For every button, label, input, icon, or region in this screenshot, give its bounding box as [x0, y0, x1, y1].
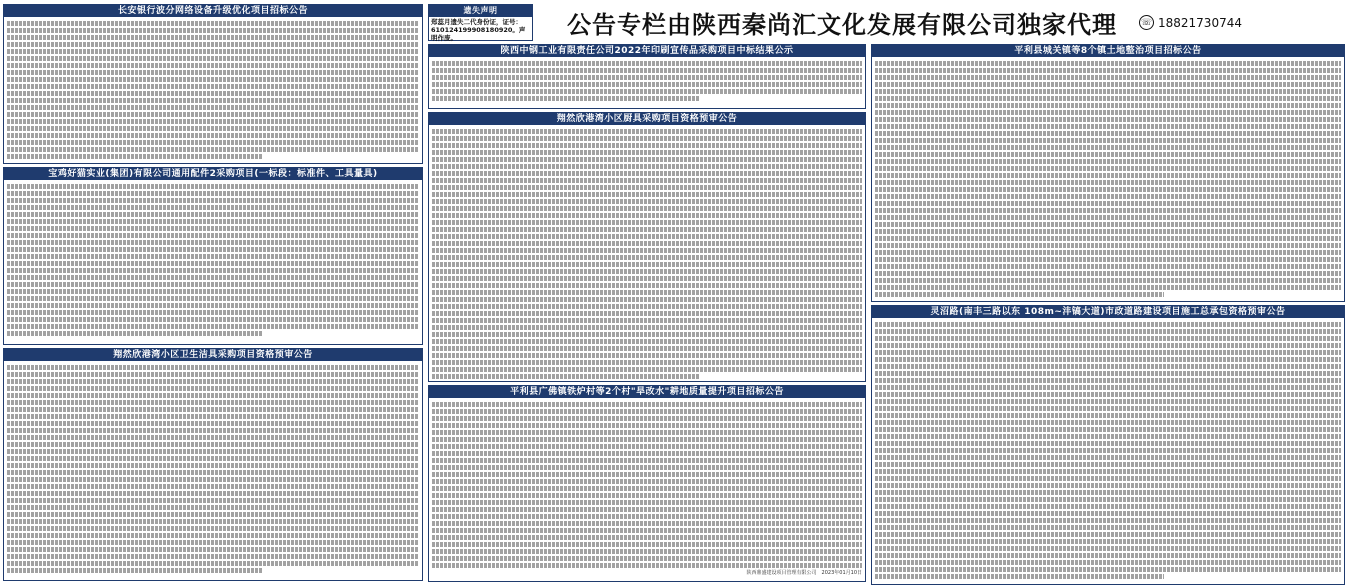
fine-print-line	[432, 185, 862, 190]
fine-print-line	[432, 262, 862, 267]
fine-print-line	[875, 110, 1341, 115]
fine-print-line	[875, 264, 1341, 269]
notice-body	[4, 17, 422, 163]
fine-print-line	[432, 318, 862, 323]
middle-column	[428, 44, 866, 585]
fine-print-line	[875, 271, 1341, 276]
fine-print-line	[432, 472, 862, 477]
fine-print-line	[7, 275, 419, 280]
notice-land-remediation	[871, 44, 1345, 302]
fine-print-line	[432, 89, 862, 94]
fine-print-line	[432, 297, 862, 302]
fine-print-line	[7, 533, 419, 538]
notice-title: 平利县城关镇等8个镇土地整治项目招标公告	[872, 45, 1344, 57]
fine-print-line	[432, 451, 862, 456]
fine-print-line	[432, 346, 862, 351]
agency-banner	[537, 4, 1345, 41]
fine-print-line	[875, 490, 1341, 495]
fine-print-line	[875, 243, 1341, 248]
notice-title: 陕西中钢工业有限责任公司2022年印刷宣传品采购项目中标结果公示	[429, 45, 865, 57]
fine-print-line	[432, 206, 862, 211]
fine-print-line	[7, 91, 419, 96]
fine-print-line	[875, 89, 1341, 94]
fine-print-line	[432, 416, 862, 421]
notice-baoji-parts	[3, 167, 423, 345]
fine-print-line	[7, 205, 419, 210]
fine-print-line	[432, 269, 862, 274]
fine-print-line	[7, 463, 419, 468]
fine-print-line	[432, 276, 862, 281]
fine-print-line	[875, 385, 1341, 390]
fine-print-line	[7, 219, 419, 224]
fine-print-line	[875, 343, 1341, 348]
notice-title: 宝鸡好猫实业(集团)有限公司通用配件2采购项目(一标段：标准件、工具量具)	[4, 168, 422, 180]
fine-print-line	[432, 248, 862, 253]
fine-print-line	[7, 540, 419, 545]
fine-print-line	[875, 371, 1341, 376]
fine-print-line	[875, 378, 1341, 383]
fine-print-line	[875, 350, 1341, 355]
fine-print-line	[7, 147, 419, 152]
lost-notice-text: 郑蕊月遗失二代身份证，证号：610124199908180920。声明作废。	[431, 18, 526, 42]
fine-print-line	[432, 353, 862, 358]
fine-print-line	[875, 476, 1341, 481]
fine-print-line	[432, 220, 862, 225]
fine-print-line	[7, 296, 419, 301]
fine-print-line	[7, 56, 419, 61]
fine-print-line	[875, 532, 1341, 537]
banner-phone	[1139, 15, 1242, 30]
fine-print-line	[432, 479, 862, 484]
right-column	[871, 44, 1345, 588]
notice-bank-network	[3, 4, 423, 164]
fine-print-line	[875, 180, 1341, 185]
fine-print-line	[432, 150, 862, 155]
notice-body	[429, 398, 865, 568]
fine-print-line	[875, 159, 1341, 164]
fine-print-line	[875, 187, 1341, 192]
fine-print-line	[432, 563, 862, 568]
fine-print-line	[875, 103, 1341, 108]
fine-print-line	[7, 77, 419, 82]
fine-print-line	[875, 567, 1341, 572]
notice-body	[872, 318, 1344, 583]
fine-print-line	[875, 166, 1341, 171]
fine-print-line	[7, 191, 419, 196]
fine-print-line	[432, 535, 862, 540]
phone-number: 18821730744	[1158, 15, 1242, 30]
fine-print-line	[432, 423, 862, 428]
fine-print-line	[875, 539, 1341, 544]
fine-print-line	[7, 414, 419, 419]
fine-print-line	[7, 491, 419, 496]
fine-print-line	[7, 233, 419, 238]
fine-print-line	[432, 549, 862, 554]
fine-print-line	[875, 553, 1341, 558]
fine-print-line	[875, 82, 1341, 87]
fine-print-line	[432, 311, 862, 316]
fine-print-line	[7, 310, 419, 315]
fine-print-line	[432, 430, 862, 435]
fine-print-line	[7, 184, 419, 189]
fine-print-line	[875, 278, 1341, 283]
fine-print-line	[432, 402, 862, 407]
fine-print-line	[7, 112, 419, 117]
fine-print-line	[7, 449, 419, 454]
fine-print-line	[432, 164, 862, 169]
fine-print-line	[875, 96, 1341, 101]
fine-print-line	[7, 226, 419, 231]
fine-print-line	[432, 157, 862, 162]
phone-icon: ☏	[1139, 15, 1154, 30]
fine-print-line	[432, 136, 862, 141]
fine-print-line	[432, 542, 862, 547]
fine-print-line	[875, 152, 1341, 157]
fine-print-line	[875, 413, 1341, 418]
fine-print-line	[7, 282, 419, 287]
fine-print-line	[432, 143, 862, 148]
fine-print-line	[432, 465, 862, 470]
fine-print-line	[875, 257, 1341, 262]
fine-print-line	[432, 213, 862, 218]
fine-print-line	[7, 379, 419, 384]
fine-print-line	[432, 75, 862, 80]
fine-print-line	[7, 98, 419, 103]
fine-print-line	[875, 138, 1341, 143]
fine-print-line	[875, 329, 1341, 334]
fine-print-line	[7, 331, 262, 336]
fine-print-line	[7, 505, 419, 510]
fine-print-line	[875, 448, 1341, 453]
notice-kitchenware	[428, 112, 866, 382]
fine-print-line	[875, 229, 1341, 234]
fine-print-line	[875, 441, 1341, 446]
fine-print-line	[7, 407, 419, 412]
fine-print-line	[875, 364, 1341, 369]
notice-title: 翔然欣港湾小区厨具采购项目资格预审公告	[429, 113, 865, 125]
fine-print-line	[875, 399, 1341, 404]
fine-print-line	[7, 35, 419, 40]
fine-print-line	[875, 504, 1341, 509]
fine-print-line	[875, 131, 1341, 136]
fine-print-line	[432, 61, 862, 66]
fine-print-line	[875, 518, 1341, 523]
fine-print-line	[875, 75, 1341, 80]
fine-print-line	[7, 63, 419, 68]
fine-print-line	[432, 68, 862, 73]
fine-print-line	[875, 173, 1341, 178]
fine-print-line	[432, 325, 862, 330]
fine-print-line	[7, 289, 419, 294]
fine-print-line	[875, 469, 1341, 474]
fine-print-line	[432, 96, 699, 101]
fine-print-line	[7, 240, 419, 245]
fine-print-line	[7, 21, 419, 26]
fine-print-line	[875, 483, 1341, 488]
fine-print-line	[7, 254, 419, 259]
fine-print-line	[875, 434, 1341, 439]
notice-footer: 陕西鼎盛建设项目管理有限公司 2023年01月10日	[746, 570, 862, 576]
fine-print-line	[432, 409, 862, 414]
fine-print-line	[432, 241, 862, 246]
fine-print-line	[432, 199, 862, 204]
fine-print-line	[7, 247, 419, 252]
fine-print-line	[875, 560, 1341, 565]
fine-print-line	[7, 512, 419, 517]
fine-print-line	[875, 462, 1341, 467]
fine-print-line	[7, 70, 419, 75]
fine-print-line	[875, 525, 1341, 530]
left-column	[3, 4, 423, 584]
fine-print-line	[432, 528, 862, 533]
fine-print-line	[7, 547, 419, 552]
fine-print-line	[875, 322, 1341, 327]
fine-print-line	[7, 554, 419, 559]
fine-print-line	[875, 511, 1341, 516]
fine-print-line	[875, 215, 1341, 220]
fine-print-line	[432, 437, 862, 442]
fine-print-line	[7, 105, 419, 110]
fine-print-line	[432, 171, 862, 176]
fine-print-line	[7, 400, 419, 405]
fine-print-line	[432, 458, 862, 463]
notice-body	[429, 125, 865, 382]
lost-notice-title: 遗失声明	[429, 5, 532, 17]
fine-print-line	[432, 290, 862, 295]
fine-print-line	[432, 192, 862, 197]
fine-print-line	[7, 568, 262, 573]
fine-print-line	[875, 574, 1164, 579]
fine-print-line	[875, 427, 1341, 432]
fine-print-line	[432, 82, 862, 87]
fine-print-line	[7, 428, 419, 433]
fine-print-line	[7, 268, 419, 273]
fine-print-line	[432, 556, 862, 561]
banner-title: 公告专栏由陕西秦尚汇文化发展有限公司独家代理	[567, 10, 1117, 39]
notice-sanitary-ware	[3, 348, 423, 581]
fine-print-line	[875, 250, 1341, 255]
notice-body	[4, 361, 422, 577]
fine-print-line	[7, 393, 419, 398]
fine-print-line	[7, 477, 419, 482]
notice-body	[872, 57, 1344, 301]
notice-body	[4, 180, 422, 340]
fine-print-line	[7, 84, 419, 89]
fine-print-line	[432, 367, 862, 372]
fine-print-line	[875, 546, 1341, 551]
fine-print-line	[875, 124, 1341, 129]
fine-print-line	[875, 455, 1341, 460]
fine-print-line	[7, 365, 419, 370]
fine-print-line	[875, 222, 1341, 227]
fine-print-line	[875, 68, 1341, 73]
fine-print-line	[432, 227, 862, 232]
fine-print-line	[7, 435, 419, 440]
fine-print-line	[432, 234, 862, 239]
fine-print-line	[432, 514, 862, 519]
fine-print-line	[875, 236, 1341, 241]
fine-print-line	[7, 421, 419, 426]
fine-print-line	[7, 526, 419, 531]
fine-print-line	[432, 304, 862, 309]
fine-print-line	[7, 119, 419, 124]
fine-print-line	[875, 497, 1341, 502]
notice-title: 灵沼路(南丰三路以东 108m~沣镐大道)市政道路建设项目施工总承包资格预审公告	[872, 306, 1344, 318]
fine-print-line	[875, 420, 1341, 425]
fine-print-line	[875, 145, 1341, 150]
notice-title: 翔然欣港湾小区卫生洁具采购项目资格预审公告	[4, 349, 422, 361]
fine-print-line	[432, 521, 862, 526]
fine-print-line	[7, 561, 419, 566]
fine-print-line	[432, 507, 862, 512]
lost-notice	[428, 4, 533, 41]
fine-print-line	[7, 386, 419, 391]
fine-print-line	[432, 255, 862, 260]
fine-print-line	[432, 374, 699, 379]
fine-print-line	[875, 117, 1341, 122]
fine-print-line	[432, 486, 862, 491]
fine-print-line	[432, 339, 862, 344]
notice-body	[429, 57, 865, 105]
fine-print-line	[875, 61, 1341, 66]
fine-print-line	[875, 208, 1341, 213]
fine-print-line	[432, 129, 862, 134]
fine-print-line	[7, 212, 419, 217]
notice-farmland	[428, 385, 866, 582]
fine-print-line	[7, 133, 419, 138]
fine-print-line	[875, 406, 1341, 411]
fine-print-line	[7, 456, 419, 461]
fine-print-line	[7, 442, 419, 447]
fine-print-line	[432, 500, 862, 505]
fine-print-line	[875, 292, 1164, 297]
fine-print-line	[7, 42, 419, 47]
fine-print-line	[7, 126, 419, 131]
notice-lingzhao-road	[871, 305, 1345, 585]
fine-print-line	[875, 285, 1341, 290]
fine-print-line	[7, 49, 419, 54]
fine-print-line	[432, 493, 862, 498]
fine-print-line	[7, 317, 419, 322]
fine-print-line	[875, 201, 1341, 206]
fine-print-line	[7, 324, 419, 329]
fine-print-line	[432, 283, 862, 288]
fine-print-line	[432, 332, 862, 337]
fine-print-line	[875, 336, 1341, 341]
fine-print-line	[7, 303, 419, 308]
fine-print-line	[7, 154, 262, 159]
fine-print-line	[7, 198, 419, 203]
fine-print-line	[7, 261, 419, 266]
fine-print-line	[432, 444, 862, 449]
fine-print-line	[7, 484, 419, 489]
fine-print-line	[7, 372, 419, 377]
notice-title: 平利县广佛镇铁炉村等2个村"旱改水"耕地质量提升项目招标公告	[429, 386, 865, 398]
fine-print-line	[7, 140, 419, 145]
fine-print-line	[875, 194, 1341, 199]
fine-print-line	[432, 178, 862, 183]
fine-print-line	[875, 392, 1341, 397]
fine-print-line	[875, 357, 1341, 362]
fine-print-line	[7, 498, 419, 503]
fine-print-line	[7, 470, 419, 475]
notice-steel-printing	[428, 44, 866, 109]
fine-print-line	[7, 28, 419, 33]
fine-print-line	[7, 519, 419, 524]
fine-print-line	[432, 360, 862, 365]
notice-title: 长安银行波分网络设备升级优化项目招标公告	[4, 5, 422, 17]
